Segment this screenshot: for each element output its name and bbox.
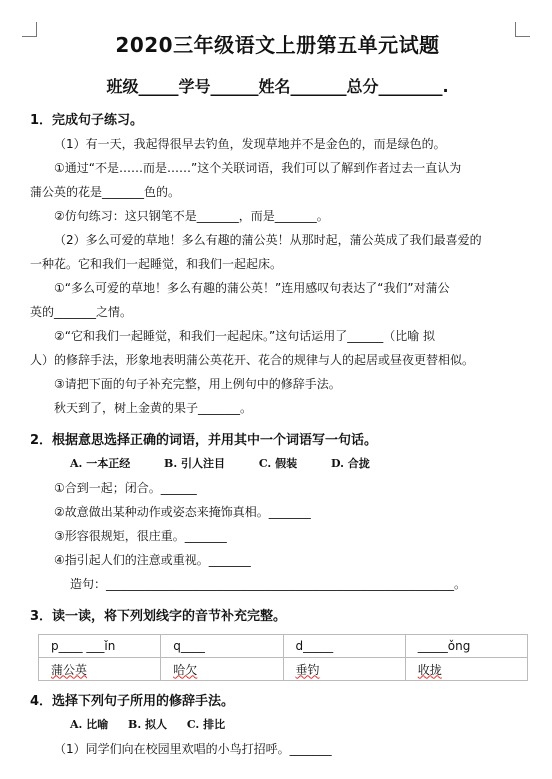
- q1-line: 人）的修辞手法，形象地表明蒲公英花开、花合的规律与人的起居或昼夜更替相似。: [30, 353, 475, 367]
- q2-options: [30, 452, 525, 476]
- q1-line: 蒲公英的花是_______色的。: [30, 185, 181, 199]
- page-title: 2020三年级语文上册第五单元试题: [115, 33, 440, 57]
- q2-sentence-line: 造句：__________________________________________________________。: [70, 577, 467, 591]
- question-1-heading: 1．完成句子练习。: [30, 113, 144, 128]
- word-cell: [405, 658, 527, 681]
- table-row: [39, 635, 528, 658]
- word-cell: [39, 658, 161, 681]
- q1-line: 英的_______之情。: [30, 305, 133, 319]
- word-cell: [161, 658, 283, 681]
- q2-line: ①合到一起；闭合。______: [54, 481, 197, 495]
- q1-line: 秋天到了，树上金黄的果子_______。: [54, 401, 253, 415]
- word-text: 垂钓: [295, 662, 320, 677]
- option-b: B. 引人注目: [164, 457, 226, 470]
- pinyin-cell: p____ ___ǐn: [39, 635, 161, 658]
- word-text: 哈欠: [173, 662, 198, 677]
- pinyin-cell: d_____: [283, 635, 405, 658]
- q1-line: ②“它和我们一起睡觉，和我们一起起床。”这句话运用了______（比喻 拟: [54, 329, 436, 343]
- pinyin-cell: _____ǒng: [405, 635, 527, 658]
- question-2-heading: 2．根据意思选择正确的词语，并用其中一个词语写一句话。: [30, 433, 378, 448]
- question-3-heading: 3．读一读，将下列划线字的音节补充完整。: [30, 609, 287, 624]
- q4-options: [30, 713, 525, 737]
- q1-line: （2）多么可爱的草地！多么有趣的蒲公英！从那时起，蒲公英成了我们最喜爱的: [54, 233, 482, 247]
- q1-line: ③请把下面的句子补充完整，用上例句中的修辞手法。: [54, 377, 341, 391]
- exam-page: [30, 30, 525, 761]
- q4-line: （1）同学们向在校园里欢唱的小鸟打招呼。_______: [54, 742, 332, 756]
- option-c: C. 排比: [186, 718, 226, 731]
- option-a: A. 一本正经: [70, 457, 131, 470]
- option-d: D. 合拢: [330, 457, 370, 470]
- word-text: 收拢: [417, 662, 442, 677]
- q1-line: ①通过“不是……而是……”这个关联词语，我们可以了解到作者过去一直认为: [54, 161, 462, 175]
- pinyin-table: [38, 634, 528, 681]
- q2-line: ④指引起人们的注意或重视。_______: [54, 553, 251, 567]
- option-a: A. 比喻: [70, 718, 109, 731]
- q1-line: 一种花。它和我们一起睡觉，和我们一起起床。: [30, 257, 283, 271]
- table-row: [39, 658, 528, 681]
- q1-line: ①“多么可爱的草地！多么有趣的蒲公英！”连用感叹句表达了“我们”对蒲公: [54, 281, 450, 295]
- q1-line: ②仿句练习：这只钢笔不是_______，而是_______。: [54, 209, 329, 223]
- question-4-heading: 4．选择下列句子所用的修辞手法。: [30, 694, 235, 709]
- q2-line: ②故意做出某种动作或姿态来掩饰真相。_______: [54, 505, 311, 519]
- option-b: B. 拟人: [128, 718, 168, 731]
- q2-line: ③形容很规矩，很庄重。_______: [54, 529, 227, 543]
- q1-line: （1）有一天，我起得很早去钓鱼，发现草地并不是金色的，而是绿色的。: [54, 137, 446, 151]
- student-info-line: 班级_____学号______姓名_______总分________.: [106, 77, 449, 96]
- pinyin-cell: q____: [161, 635, 283, 658]
- word-text: 蒲公英: [51, 662, 88, 677]
- option-c: C. 假装: [258, 457, 298, 470]
- word-cell: [283, 658, 405, 681]
